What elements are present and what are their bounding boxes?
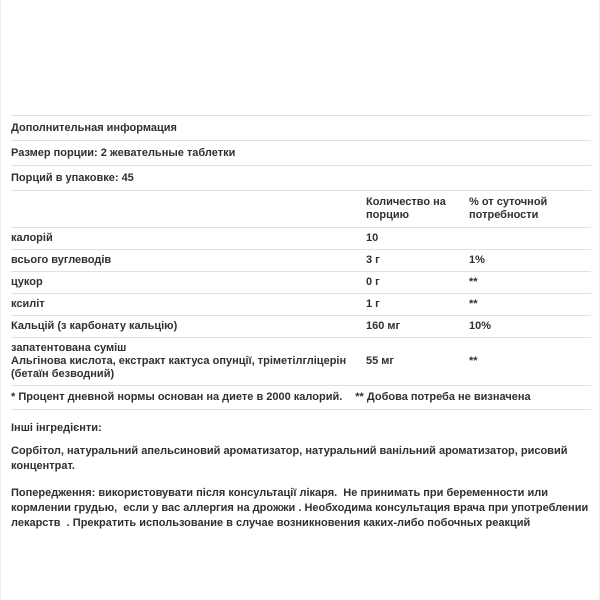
nutrient-amount: 3 г: [366, 254, 380, 266]
nutrient-dv: 10%: [469, 320, 492, 332]
nutrient-amount: 160 мг: [366, 320, 401, 332]
nutrient-label: [11, 342, 366, 381]
nutrient-label: всього вуглеводів: [11, 254, 112, 266]
panel-title: Дополнительная информация: [11, 115, 591, 140]
nutrient-label: калорій: [11, 232, 53, 244]
table-row: [11, 249, 591, 271]
warning-text: Попередження: використовувати після консультації лікаря. Не принимать при беременности или кормлении грудью, если у вас аллергия на дрожжи . Необходима консультация врача при употреблении лекарств . Прекратить использование в случае возникновения каких-либо побочных реакций: [11, 487, 592, 529]
table-row: [11, 227, 591, 249]
column-header-amount: Количество на порцию: [366, 196, 446, 221]
nutrient-dv: **: [469, 276, 478, 288]
panel-content: [11, 115, 591, 531]
blend-components: Альгінова кислота, екстракт кактуса опунції, тріметілгліцерін (бетаїн безводний): [11, 355, 347, 380]
nutrient-label: Кальцій (з карбонату кальцію): [11, 320, 178, 332]
nutrient-amount: 1 г: [366, 298, 380, 310]
other-ingredients-heading: Інші інгредієнти:: [11, 422, 102, 434]
other-ingredients-text: Сорбітол, натуральний апельсиновий ароматизатор, натуральний ванільний ароматизатор, рисовий концентрат.: [11, 445, 568, 472]
table-row: [11, 293, 591, 315]
nutrient-amount: 55 мг: [366, 355, 395, 367]
nutrient-amount: 0 г: [366, 276, 380, 288]
nutrient-amount: 10: [366, 232, 379, 244]
table-footnotes: [11, 385, 591, 410]
column-header-dv: % от суточной потребности: [469, 196, 548, 221]
facts-table: [11, 190, 591, 410]
nutrient-label: цукор: [11, 276, 43, 288]
servings-per-container-row: Порций в упаковке: 45: [11, 165, 591, 190]
nutrient-dv: **: [469, 355, 478, 367]
table-row: [11, 315, 591, 337]
table-header-row: [11, 190, 591, 227]
table-row: [11, 271, 591, 293]
table-row: [11, 337, 591, 385]
nutrient-dv: **: [469, 298, 478, 310]
blend-name: запатентована суміш: [11, 342, 127, 354]
footnote-daily-value: * Процент дневной нормы основан на диете в 2000 калорий.: [11, 391, 343, 403]
nutrient-dv: 1%: [469, 254, 485, 266]
footnote-not-established: ** Добова потреба не визначена: [355, 391, 531, 403]
serving-size-row: Размер порции: 2 жевательные таблетки: [11, 140, 591, 165]
nutrient-label: ксиліт: [11, 298, 45, 310]
